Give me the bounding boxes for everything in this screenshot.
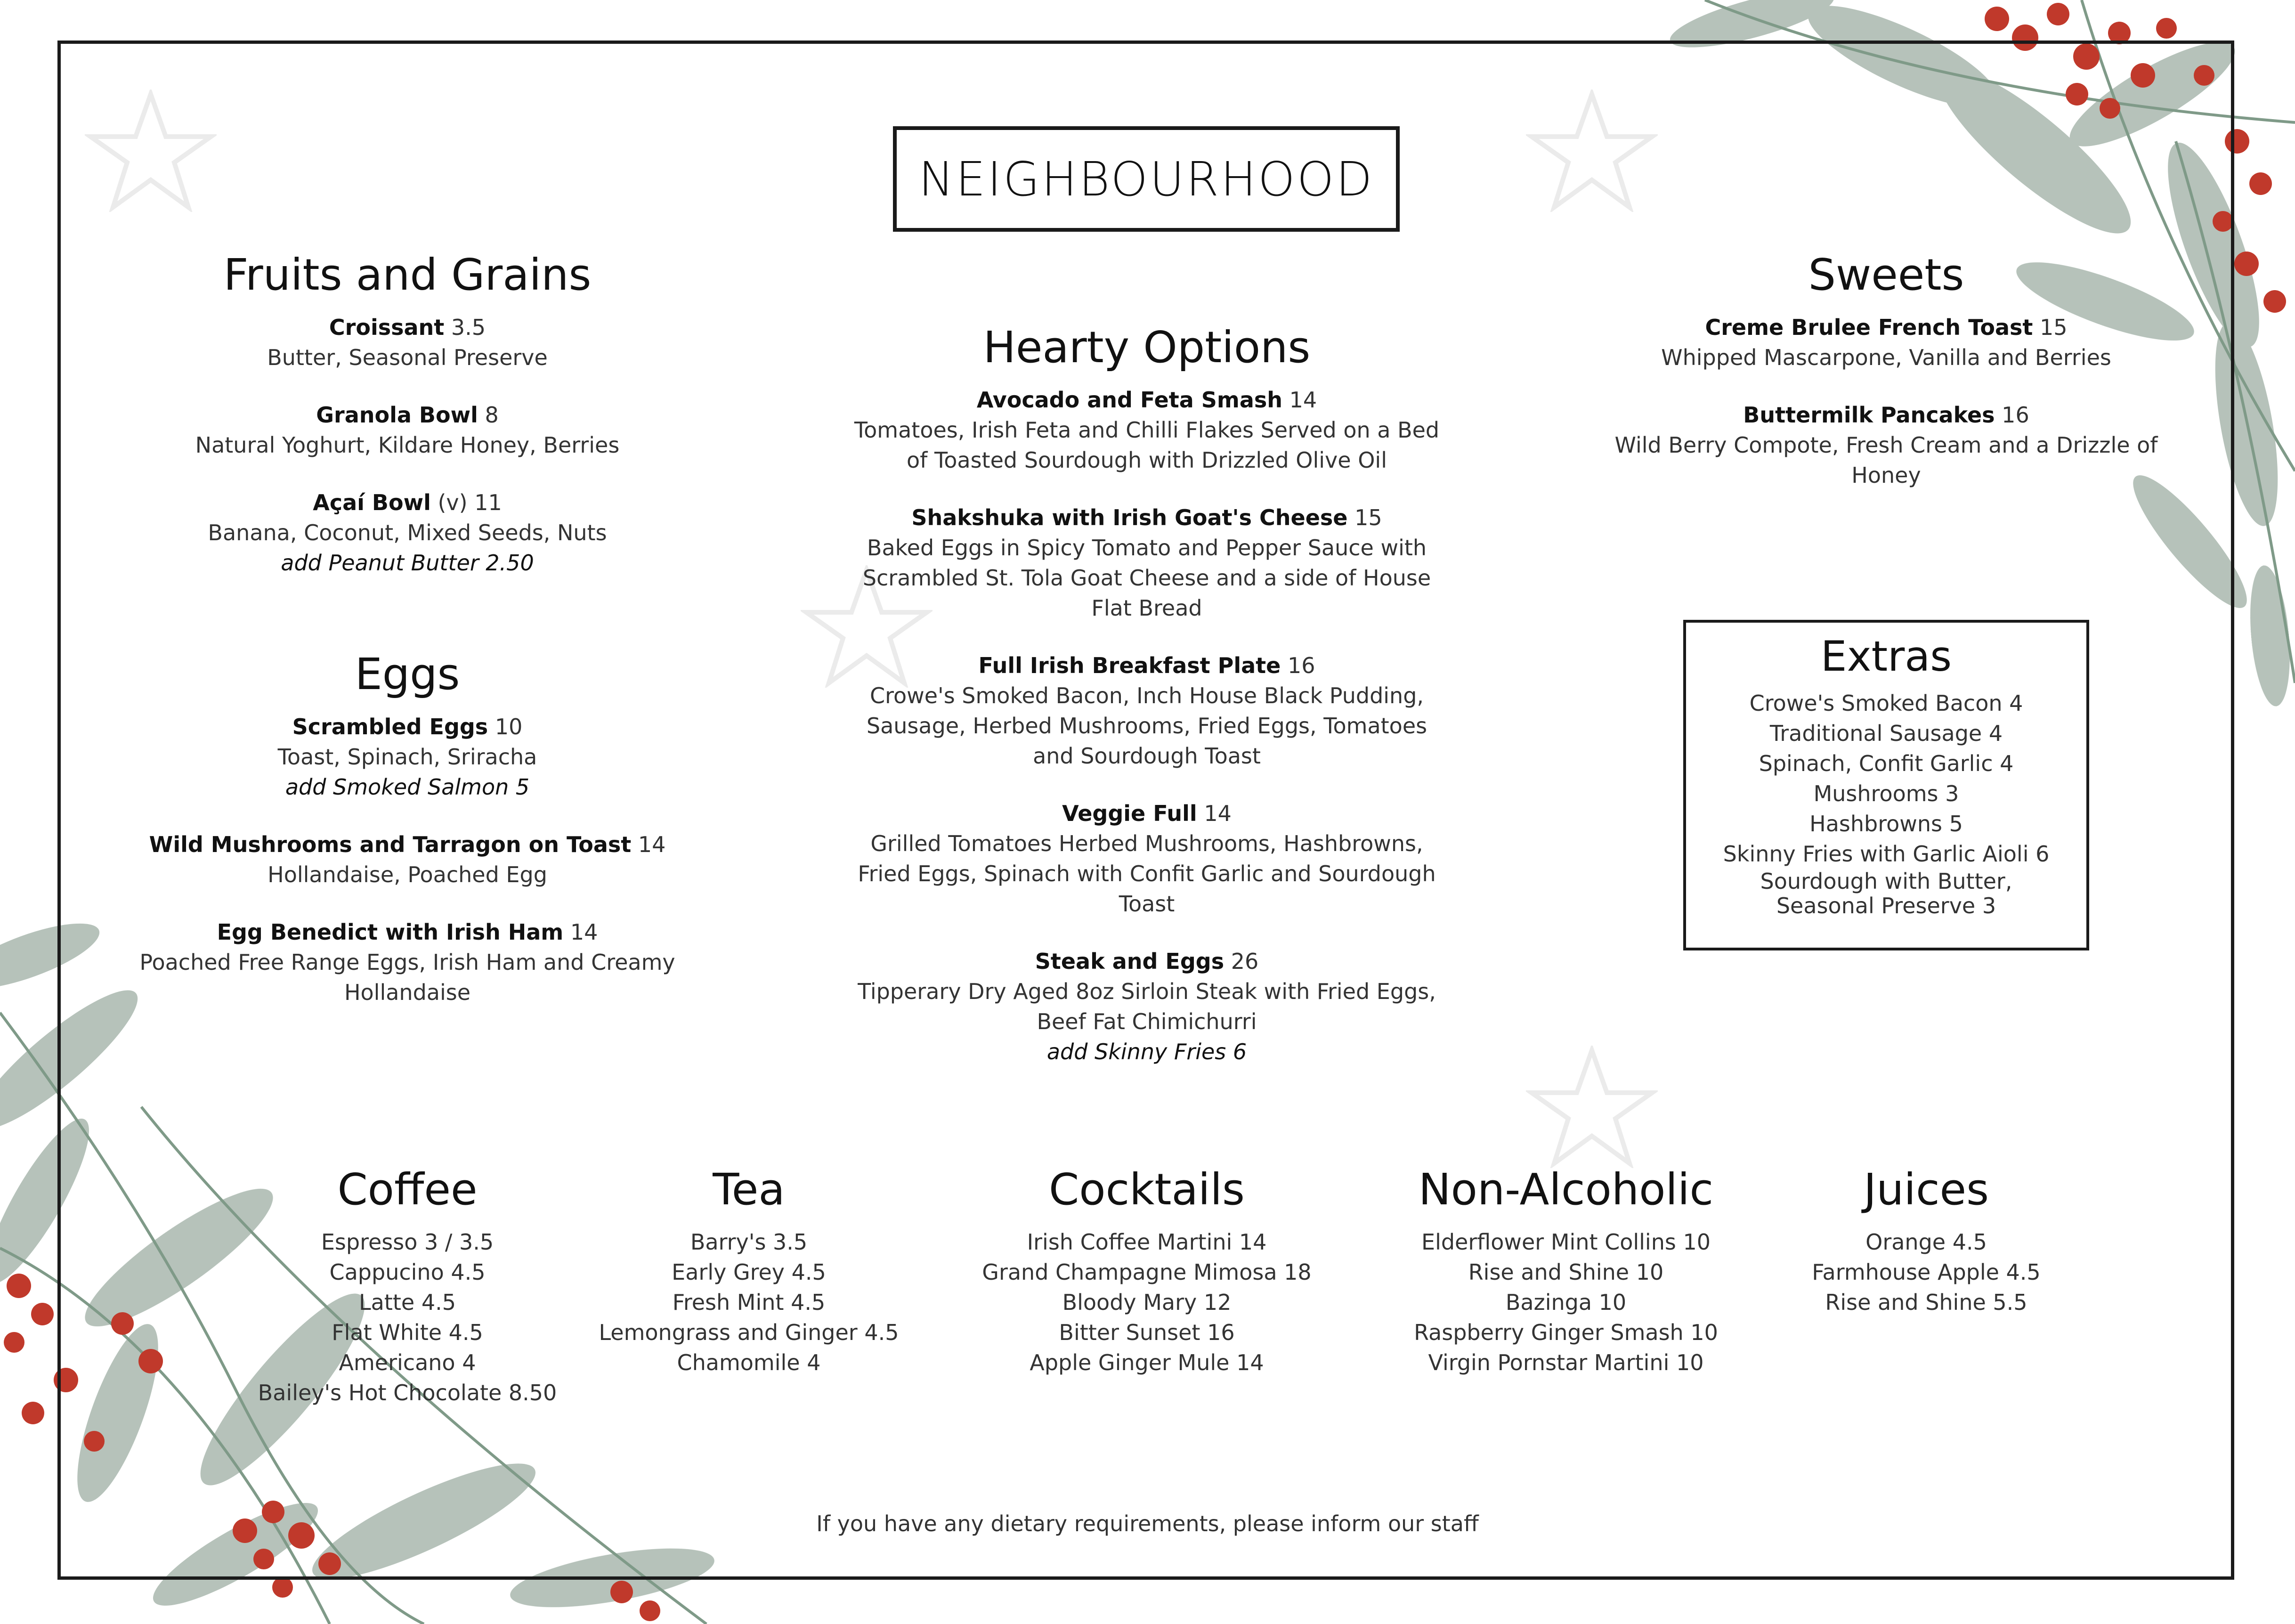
section-juices [1771,1164,2082,1317]
drinks-list [958,1227,1335,1378]
drinks-list [226,1227,589,1408]
item-name: Avocado and Feta Smash [976,387,1282,413]
item-description: Banana, Coconut, Mixed Seeds, Nuts [208,520,607,545]
item-name: Croissant [329,315,445,340]
item-description: Baked Eggs in Spicy Tomato and Pepper Sauce with Scrambled St. Tola Goat Cheese and a side of House Flat Bread [862,535,1431,621]
brand-name: NEIGHBOURHOOD [918,151,1374,207]
list-item: Seasonal Preserve 3 [1776,893,1996,918]
list-item: Raspberry Ginger Smash 10 [1414,1320,1718,1345]
menu-item [122,829,692,890]
list-item: Virgin Pornstar Martini 10 [1428,1350,1704,1375]
item-name: Scrambled Eggs [292,714,488,739]
list-item: Early Grey 4.5 [672,1259,826,1285]
section-title: Non-Alcoholic [1418,1164,1714,1215]
item-description: Wild Berry Compote, Fresh Cream and a Drizzle of Honey [1614,432,2158,488]
item-description: Crowe's Smoked Bacon, Inch House Black Pudding, Sausage, Herbed Mushrooms, Fried Eggs, Tomatoes and Sourdough Toast [866,683,1427,769]
drinks-list [568,1227,930,1378]
list-item: Bazinga 10 [1505,1290,1627,1315]
section-hearty-options [852,322,1441,1094]
item-name: Wild Mushrooms and Tarragon on Toast [149,832,632,857]
section-sweets [1601,250,2171,518]
section-title: Coffee [337,1164,478,1215]
item-price: 16 [2002,402,2029,428]
section-coffee [226,1164,589,1408]
section-title: Tea [713,1164,785,1215]
item-name: Creme Brulee French Toast [1705,315,2033,340]
section-title: Hearty Options [983,322,1311,373]
item-description: Grilled Tomatoes Herbed Mushrooms, Hashbrowns, Fried Eggs, Spinach with Confit Garlic and Sourdough Toast [858,831,1436,917]
item-price: 14 [570,919,598,945]
list-item: Sourdough with Butter, [1760,869,2012,894]
menu-item [122,487,692,578]
list-item: Lemongrass and Ginger 4.5 [599,1320,899,1345]
list-item: Barry's 3.5 [690,1229,808,1255]
list-item: Traditional Sausage 4 [1769,721,2003,746]
dietary-note: If you have any dietary requirements, please inform our staff [816,1511,1479,1536]
drinks-list [1771,1227,2082,1317]
item-description: Natural Yoghurt, Kildare Honey, Berries [195,432,620,458]
item-name: Steak and Eggs [1035,949,1225,974]
list-item: Fresh Mint 4.5 [672,1290,826,1315]
list-item: Flat White 4.5 [332,1320,483,1345]
list-item: Skinny Fries with Garlic Aioli 6 [1723,841,2050,867]
list-item: Orange 4.5 [1865,1229,1987,1255]
item-name: Full Irish Breakfast Plate [978,653,1281,678]
list-item: Latte 4.5 [359,1290,456,1315]
list-item: Bloody Mary 12 [1062,1290,1232,1315]
item-price: 14 [638,832,666,857]
section-tea [568,1164,930,1378]
section-title: Juices [1863,1164,1989,1215]
list-item: Apple Ginger Mule 14 [1030,1350,1264,1375]
list-item: Bailey's Hot Chocolate 8.50 [258,1380,557,1405]
menu-item [1601,312,2171,373]
menu-item [122,712,692,802]
item-description: Tomatoes, Irish Feta and Chilli Flakes Served on a Bed of Toasted Sourdough with Drizzled Olive Oil [854,417,1440,473]
list-item: Bitter Sunset 16 [1059,1320,1235,1345]
item-price: 14 [1289,387,1317,413]
item-addon: add Smoked Salmon 5 [285,774,530,800]
section-title: Sweets [1808,250,1964,300]
section-extras [1683,620,2089,950]
item-description: Poached Free Range Eggs, Irish Ham and Creamy Hollandaise [139,950,675,1005]
list-item: Rise and Shine 5.5 [1825,1290,2027,1315]
menu-item [852,650,1441,771]
item-addon: add Skinny Fries 6 [1046,1039,1247,1064]
extras-list [1686,688,2086,918]
list-item: Rise and Shine 10 [1468,1259,1664,1285]
item-price: 26 [1231,949,1259,974]
item-description: Toast, Spinach, Sriracha [277,744,537,770]
item-name: Granola Bowl [316,402,478,428]
section-fruits-and-grains [122,250,692,605]
item-price: 15 [1354,505,1382,530]
list-item: Elderflower Mint Collins 10 [1421,1229,1711,1255]
item-addon: add Peanut Butter 2.50 [281,550,534,576]
item-price: 14 [1204,801,1232,826]
item-name: Açaí Bowl [313,490,431,515]
list-item: Hashbrowns 5 [1809,811,1963,836]
item-price: 16 [1287,653,1315,678]
list-item: Irish Coffee Martini 14 [1027,1229,1267,1255]
menu-item [122,400,692,460]
item-price: 3.5 [451,315,486,340]
section-title: Fruits and Grains [223,250,592,300]
item-name: Egg Benedict with Irish Ham [217,919,564,945]
list-item: Cappucino 4.5 [329,1259,486,1285]
item-price: (v) 11 [438,490,502,515]
section-cocktails [958,1164,1335,1378]
list-item: Spinach, Confit Garlic 4 [1759,751,2014,776]
item-price: 8 [485,402,499,428]
item-description: Whipped Mascarpone, Vanilla and Berries [1661,345,2111,370]
section-title: Cocktails [1049,1164,1245,1215]
section-title: Eggs [355,649,460,699]
menu-item [852,798,1441,919]
menu-item [122,917,692,1007]
list-item: Mushrooms 3 [1813,781,1959,806]
drinks-list [1366,1227,1766,1378]
item-price: 15 [2039,315,2068,340]
list-item: Chamomile 4 [677,1350,821,1375]
item-name: Shakshuka with Irish Goat's Cheese [911,505,1348,530]
menu-item [1601,400,2171,490]
section-non-alcoholic [1366,1164,1766,1378]
list-item: Americano 4 [339,1350,476,1375]
list-item: Farmhouse Apple 4.5 [1812,1259,2041,1285]
menu-item [852,503,1441,623]
menu-item [852,385,1441,475]
brand-logo [893,126,1400,232]
item-description: Hollandaise, Poached Egg [268,862,547,887]
item-description: Tipperary Dry Aged 8oz Sirloin Steak with Fried Eggs, Beef Fat Chimichurri [858,979,1436,1034]
item-price: 10 [495,714,523,739]
item-description: Butter, Seasonal Preserve [267,345,548,370]
section-title: Extras [1820,632,1952,681]
item-name: Buttermilk Pancakes [1743,402,1995,428]
list-item: Grand Champagne Mimosa 18 [982,1259,1312,1285]
item-name: Veggie Full [1062,801,1197,826]
list-item: Espresso 3 / 3.5 [321,1229,494,1255]
section-eggs [122,649,692,1035]
menu-item [122,312,692,373]
list-item: Crowe's Smoked Bacon 4 [1749,690,2023,716]
menu-item [852,946,1441,1067]
